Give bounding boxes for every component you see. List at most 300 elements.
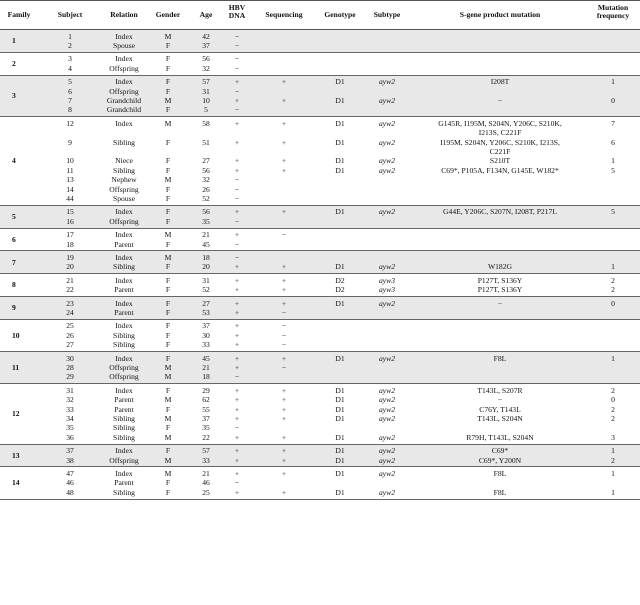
- cell-geno: D1: [335, 468, 345, 478]
- cell-relation: Parent: [114, 239, 134, 249]
- cell-age: 21: [202, 230, 210, 240]
- cell-gender: F: [165, 275, 171, 285]
- cell-hbv: −: [234, 216, 240, 226]
- cell-relation: Index: [115, 298, 133, 308]
- cell-relation: Index: [115, 321, 133, 331]
- cell-age: 27: [202, 298, 210, 308]
- cell-relation: Sibling: [113, 330, 135, 340]
- cell-subject: 1: [68, 31, 72, 41]
- cell-subject: 12: [66, 118, 74, 128]
- cell-gender: F: [165, 330, 171, 340]
- header-relation: Relation: [110, 10, 138, 19]
- cell-mutation: F8L: [493, 353, 507, 363]
- cell-relation: Index: [115, 275, 133, 285]
- cell-geno: D1: [335, 298, 345, 308]
- cell-hbv: −: [234, 40, 240, 50]
- cell-gender: F: [165, 86, 171, 96]
- cell-gender: F: [165, 239, 171, 249]
- cell-subject: 25: [66, 321, 74, 331]
- cell-seq: +: [281, 77, 287, 87]
- cell-seq: +: [281, 432, 287, 442]
- header-age: Age: [199, 10, 213, 19]
- header-frequency-2: frequency: [596, 11, 630, 20]
- cell-freq: 1: [611, 468, 615, 478]
- cell-seq: +: [281, 137, 287, 147]
- cell-hbv: +: [234, 156, 240, 166]
- cell-relation: Parent: [114, 307, 134, 317]
- cell-freq: 1: [611, 262, 615, 272]
- cell-freq: 0: [611, 395, 615, 405]
- cell-relation: Offspring: [109, 372, 139, 382]
- cell-hbv: −: [234, 184, 240, 194]
- family-id: 9: [12, 303, 16, 313]
- cell-hbv: −: [234, 86, 240, 96]
- cell-subject: 13: [66, 175, 74, 185]
- cell-relation: Index: [115, 446, 133, 456]
- family-id: 5: [12, 212, 16, 221]
- cell-hbv: +: [234, 330, 240, 340]
- cell-relation: Sibling: [113, 165, 135, 175]
- cell-hbv: −: [234, 105, 240, 115]
- cell-subject: 36: [66, 432, 74, 442]
- cell-subject: 18: [66, 239, 74, 249]
- family-id: 11: [12, 362, 20, 372]
- cell-age: 21: [202, 468, 210, 478]
- cell-mutation: −: [497, 395, 503, 405]
- header-gender: Gender: [155, 10, 181, 19]
- header-sequencing: Sequencing: [265, 10, 303, 19]
- cell-hbv: +: [234, 118, 240, 128]
- cell-mutation: −: [497, 298, 503, 308]
- cell-geno: D2: [335, 275, 345, 285]
- cell-relation: Offspring: [109, 362, 139, 372]
- cell-freq: 2: [611, 404, 615, 414]
- cell-sub: ayw2: [378, 298, 396, 308]
- cell-gender: F: [165, 165, 171, 175]
- cell-freq: 7: [611, 118, 615, 128]
- cell-geno: D1: [335, 77, 345, 87]
- header-family: Family: [7, 10, 31, 19]
- cell-gender: F: [165, 446, 171, 456]
- cell-gender: F: [165, 40, 171, 50]
- cell-hbv: +: [234, 275, 240, 285]
- cell-seq: +: [281, 156, 287, 166]
- cell-subject: 21: [66, 275, 74, 285]
- cell-subject: 9: [68, 137, 72, 147]
- table-top-rule: [0, 0, 640, 1]
- cell-sub: ayw2: [378, 77, 396, 87]
- cell-gender: F: [165, 193, 171, 203]
- cell-seq: +: [281, 353, 287, 363]
- cell-mutation: I195M, S204N, Y206C, S210K, I213S,: [440, 137, 560, 147]
- cell-hbv: +: [234, 307, 240, 317]
- family-id: 4: [12, 156, 16, 166]
- cell-age: 29: [202, 385, 210, 395]
- cell-mutation: R79H, T143L, S204N: [466, 432, 534, 442]
- cell-hbv: +: [234, 385, 240, 395]
- cell-mutation: C69*, P105A, F134N, G145E, W182*: [441, 165, 559, 175]
- cell-subject: 19: [66, 252, 74, 262]
- cell-relation: Index: [115, 207, 133, 217]
- cell-gender: F: [165, 184, 171, 194]
- cell-gender: M: [164, 230, 172, 240]
- cell-seq: +: [281, 446, 287, 456]
- table-header: [0, 0, 640, 30]
- cell-relation: Offspring: [109, 184, 139, 194]
- cell-subject: 5: [68, 77, 72, 87]
- cell-relation: Parent: [114, 478, 134, 488]
- cell-seq: +: [281, 95, 287, 105]
- cell-hbv: +: [234, 432, 240, 442]
- cell-subject: 29: [66, 372, 74, 382]
- cell-age: 42: [202, 31, 210, 41]
- cell-geno: D1: [335, 395, 345, 405]
- cell-gender: F: [165, 216, 171, 226]
- cell-mutation: I213S, C221F: [478, 128, 522, 138]
- cell-hbv: +: [234, 77, 240, 87]
- cell-freq: 5: [611, 165, 615, 175]
- cell-subject: 30: [66, 353, 74, 363]
- header-subject: Subject: [57, 10, 83, 19]
- cell-relation: Grandchild: [106, 95, 142, 105]
- cell-freq: 0: [611, 95, 615, 105]
- cell-seq: +: [281, 395, 287, 405]
- cell-subject: 17: [66, 230, 74, 240]
- cell-relation: Offspring: [109, 63, 139, 73]
- cell-subject: 26: [66, 330, 74, 340]
- cell-age: 53: [202, 307, 210, 317]
- cell-hbv: +: [234, 468, 240, 478]
- cell-geno: D1: [335, 165, 345, 175]
- cell-age: 57: [202, 77, 210, 87]
- cell-hbv: +: [234, 353, 240, 363]
- header-genotype: Genotype: [324, 10, 356, 19]
- cell-relation: Sibling: [113, 413, 135, 423]
- cell-subject: 10: [66, 156, 74, 166]
- cell-hbv: −: [234, 252, 240, 262]
- cell-gender: M: [164, 395, 172, 405]
- cell-hbv: +: [234, 95, 240, 105]
- cell-age: 56: [202, 165, 210, 175]
- cell-mutation: S210T: [489, 156, 511, 166]
- cell-age: 31: [202, 86, 210, 96]
- cell-subject: 16: [66, 216, 74, 226]
- cell-subject: 35: [66, 423, 74, 433]
- cell-age: 58: [202, 118, 210, 128]
- cell-gender: M: [164, 31, 172, 41]
- family-group: [0, 30, 640, 52]
- cell-hbv: −: [234, 63, 240, 73]
- cell-sub: ayw2: [378, 262, 396, 272]
- cell-gender: F: [165, 353, 171, 363]
- cell-freq: 1: [611, 353, 615, 363]
- cell-gender: F: [165, 385, 171, 395]
- cell-age: 37: [202, 413, 210, 423]
- cell-age: 20: [202, 262, 210, 272]
- cell-seq: +: [281, 455, 287, 465]
- cell-relation: Index: [115, 31, 133, 41]
- cell-gender: F: [165, 487, 171, 497]
- cell-age: 10: [202, 95, 210, 105]
- cell-geno: D1: [335, 137, 345, 147]
- cell-subject: 38: [66, 455, 74, 465]
- cell-relation: Sibling: [113, 423, 135, 433]
- cell-relation: Sibling: [113, 137, 135, 147]
- cell-freq: 1: [611, 156, 615, 166]
- cell-age: 25: [202, 487, 210, 497]
- cell-subject: 24: [66, 307, 74, 317]
- cell-age: 45: [202, 353, 210, 363]
- cell-relation: Index: [115, 54, 133, 64]
- cell-gender: M: [164, 432, 172, 442]
- cell-subject: 8: [68, 105, 72, 115]
- cell-gender: F: [165, 137, 171, 147]
- cell-freq: 1: [611, 446, 615, 456]
- cell-gender: F: [165, 423, 171, 433]
- cell-age: 27: [202, 156, 210, 166]
- cell-age: 35: [202, 423, 210, 433]
- cell-gender: F: [165, 478, 171, 488]
- cell-age: 21: [202, 362, 210, 372]
- cell-freq: 1: [611, 77, 615, 87]
- cell-mutation: T143L, S204N: [477, 413, 523, 423]
- cell-age: 56: [202, 207, 210, 217]
- cell-relation: Niece: [115, 156, 133, 166]
- cell-seq: −: [281, 307, 287, 317]
- cell-hbv: +: [234, 340, 240, 350]
- cell-relation: Nephew: [111, 175, 137, 185]
- cell-mutation: C69*: [491, 446, 509, 456]
- cell-subject: 14: [66, 184, 74, 194]
- cell-sub: ayw2: [378, 413, 396, 423]
- cell-relation: Spouse: [113, 40, 135, 50]
- cell-subject: 4: [68, 63, 72, 73]
- cell-geno: D1: [335, 207, 345, 217]
- cell-hbv: +: [234, 487, 240, 497]
- cell-seq: +: [281, 275, 287, 285]
- cell-sub: ayw2: [378, 446, 396, 456]
- cell-subject: 46: [66, 478, 74, 488]
- cell-relation: Parent: [114, 395, 134, 405]
- cell-age: 46: [202, 478, 210, 488]
- cell-age: 56: [202, 54, 210, 64]
- family-id: 2: [12, 59, 16, 68]
- family-id: 6: [12, 234, 16, 244]
- cell-mutation: W182G: [487, 262, 513, 272]
- header-hbv: HBV: [228, 3, 246, 12]
- cell-sub: ayw3: [378, 275, 396, 285]
- cell-relation: Index: [115, 385, 133, 395]
- cell-relation: Sibling: [113, 340, 135, 350]
- cell-mutation: P127T, S136Y: [477, 285, 523, 295]
- cell-geno: D1: [335, 487, 345, 497]
- cell-freq: 0: [611, 298, 615, 308]
- cell-sub: ayw2: [378, 487, 396, 497]
- cell-sub: ayw2: [378, 404, 396, 414]
- cell-hbv: +: [234, 137, 240, 147]
- cell-age: 51: [202, 137, 210, 147]
- cell-age: 55: [202, 404, 210, 414]
- cell-relation: Grandchild: [106, 105, 142, 115]
- cell-hbv: +: [234, 362, 240, 372]
- cell-hbv: +: [234, 285, 240, 295]
- cell-age: 45: [202, 239, 210, 249]
- cell-mutation: F8L: [493, 487, 507, 497]
- cell-seq: +: [281, 487, 287, 497]
- family-id: 13: [12, 450, 20, 460]
- cell-seq: +: [281, 468, 287, 478]
- cell-geno: D1: [335, 432, 345, 442]
- cell-sub: ayw2: [378, 468, 396, 478]
- family-id: 3: [12, 91, 16, 101]
- cell-relation: Offspring: [109, 86, 139, 96]
- cell-sub: ayw2: [378, 95, 396, 105]
- cell-subject: 11: [66, 165, 74, 175]
- cell-geno: D1: [335, 95, 345, 105]
- family-id: 1: [12, 36, 16, 46]
- cell-sub: ayw2: [378, 156, 396, 166]
- cell-seq: +: [281, 298, 287, 308]
- cell-subject: 33: [66, 404, 74, 414]
- cell-gender: F: [165, 307, 171, 317]
- cell-hbv: +: [234, 262, 240, 272]
- cell-gender: M: [164, 468, 172, 478]
- cell-subject: 28: [66, 362, 74, 372]
- cell-seq: +: [281, 404, 287, 414]
- cell-relation: Offspring: [109, 216, 139, 226]
- cell-hbv: −: [234, 423, 240, 433]
- cell-age: 33: [202, 455, 210, 465]
- cell-geno: D1: [335, 404, 345, 414]
- cell-sub: ayw2: [378, 353, 396, 363]
- cell-subject: 31: [66, 385, 74, 395]
- cell-geno: D1: [335, 262, 345, 272]
- cell-mutation: C221F: [489, 146, 511, 156]
- cell-hbv: +: [234, 207, 240, 217]
- family-id: 14: [12, 478, 20, 488]
- cell-freq: 5: [611, 207, 615, 217]
- cell-gender: F: [165, 340, 171, 350]
- cell-hbv: +: [234, 230, 240, 240]
- header-dna: DNA: [228, 11, 246, 20]
- cell-mutation: −: [497, 95, 503, 105]
- cell-subject: 32: [66, 395, 74, 405]
- cell-subject: 27: [66, 340, 74, 350]
- cell-seq: +: [281, 118, 287, 128]
- cell-relation: Index: [115, 468, 133, 478]
- cell-freq: 2: [611, 385, 615, 395]
- cell-subject: 23: [66, 298, 74, 308]
- cell-seq: −: [281, 362, 287, 372]
- cell-seq: +: [281, 385, 287, 395]
- cell-age: 18: [202, 372, 210, 382]
- cell-relation: Parent: [114, 285, 134, 295]
- family-id: 8: [12, 280, 16, 290]
- cell-gender: F: [165, 285, 171, 295]
- cell-sub: ayw3: [378, 285, 396, 295]
- cell-geno: D1: [335, 413, 345, 423]
- cell-seq: +: [281, 262, 287, 272]
- cell-relation: Offspring: [109, 455, 139, 465]
- cell-age: 32: [202, 175, 210, 185]
- cell-age: 52: [202, 285, 210, 295]
- cell-hbv: +: [234, 165, 240, 175]
- cell-age: 30: [202, 330, 210, 340]
- cell-freq: 6: [611, 137, 615, 147]
- cell-relation: Index: [115, 230, 133, 240]
- cell-hbv: +: [234, 298, 240, 308]
- cell-gender: F: [165, 321, 171, 331]
- cell-subject: 48: [66, 487, 74, 497]
- cell-sub: ayw2: [378, 207, 396, 217]
- cell-gender: M: [164, 362, 172, 372]
- cell-freq: 2: [611, 275, 615, 285]
- cell-age: 52: [202, 193, 210, 203]
- family-separator: [0, 499, 640, 500]
- cell-mutation: G145R, I195M, S204N, Y206C, S210K,: [438, 118, 562, 128]
- cell-mutation: P127T, S136Y: [477, 275, 523, 285]
- cell-subject: 15: [66, 207, 74, 217]
- cell-seq: −: [281, 230, 287, 240]
- cell-sub: ayw2: [378, 455, 396, 465]
- family-group: [0, 320, 640, 351]
- cell-age: 62: [202, 395, 210, 405]
- cell-gender: M: [164, 455, 172, 465]
- cell-freq: 2: [611, 455, 615, 465]
- cell-age: 18: [202, 252, 210, 262]
- cell-gender: F: [165, 105, 171, 115]
- cell-hbv: −: [234, 31, 240, 41]
- cell-relation: Parent: [114, 404, 134, 414]
- cell-sub: ayw2: [378, 395, 396, 405]
- cell-hbv: +: [234, 413, 240, 423]
- family-id: 7: [12, 257, 16, 267]
- cell-hbv: +: [234, 395, 240, 405]
- cell-relation: Index: [115, 118, 133, 128]
- cell-age: 37: [202, 321, 210, 331]
- cell-hbv: −: [234, 193, 240, 203]
- cell-freq: 2: [611, 413, 615, 423]
- header-frequency-1: Mutation: [597, 3, 629, 12]
- cell-age: 26: [202, 184, 210, 194]
- cell-relation: Index: [115, 77, 133, 87]
- header-mutation: S-gene product mutation: [459, 10, 541, 19]
- cell-subject: 20: [66, 262, 74, 272]
- cell-age: 32: [202, 63, 210, 73]
- cell-hbv: −: [234, 372, 240, 382]
- cell-seq: −: [281, 330, 287, 340]
- cell-freq: 1: [611, 487, 615, 497]
- cell-subject: 47: [66, 468, 74, 478]
- cell-gender: F: [165, 77, 171, 87]
- cell-mutation: I208T: [490, 77, 510, 87]
- cell-hbv: +: [234, 321, 240, 331]
- family-id: 10: [12, 330, 20, 340]
- cell-freq: 3: [611, 432, 615, 442]
- cell-age: 5: [204, 105, 208, 115]
- family-group: [0, 229, 640, 251]
- cell-hbv: −: [234, 239, 240, 249]
- header-subtype: Subtype: [373, 10, 401, 19]
- cell-age: 22: [202, 432, 210, 442]
- cell-relation: Index: [115, 353, 133, 363]
- cell-seq: −: [281, 321, 287, 331]
- cell-subject: 44: [66, 193, 74, 203]
- family-id: 12: [12, 409, 20, 419]
- cell-hbv: −: [234, 175, 240, 185]
- cell-seq: +: [281, 285, 287, 295]
- cell-gender: F: [165, 54, 171, 64]
